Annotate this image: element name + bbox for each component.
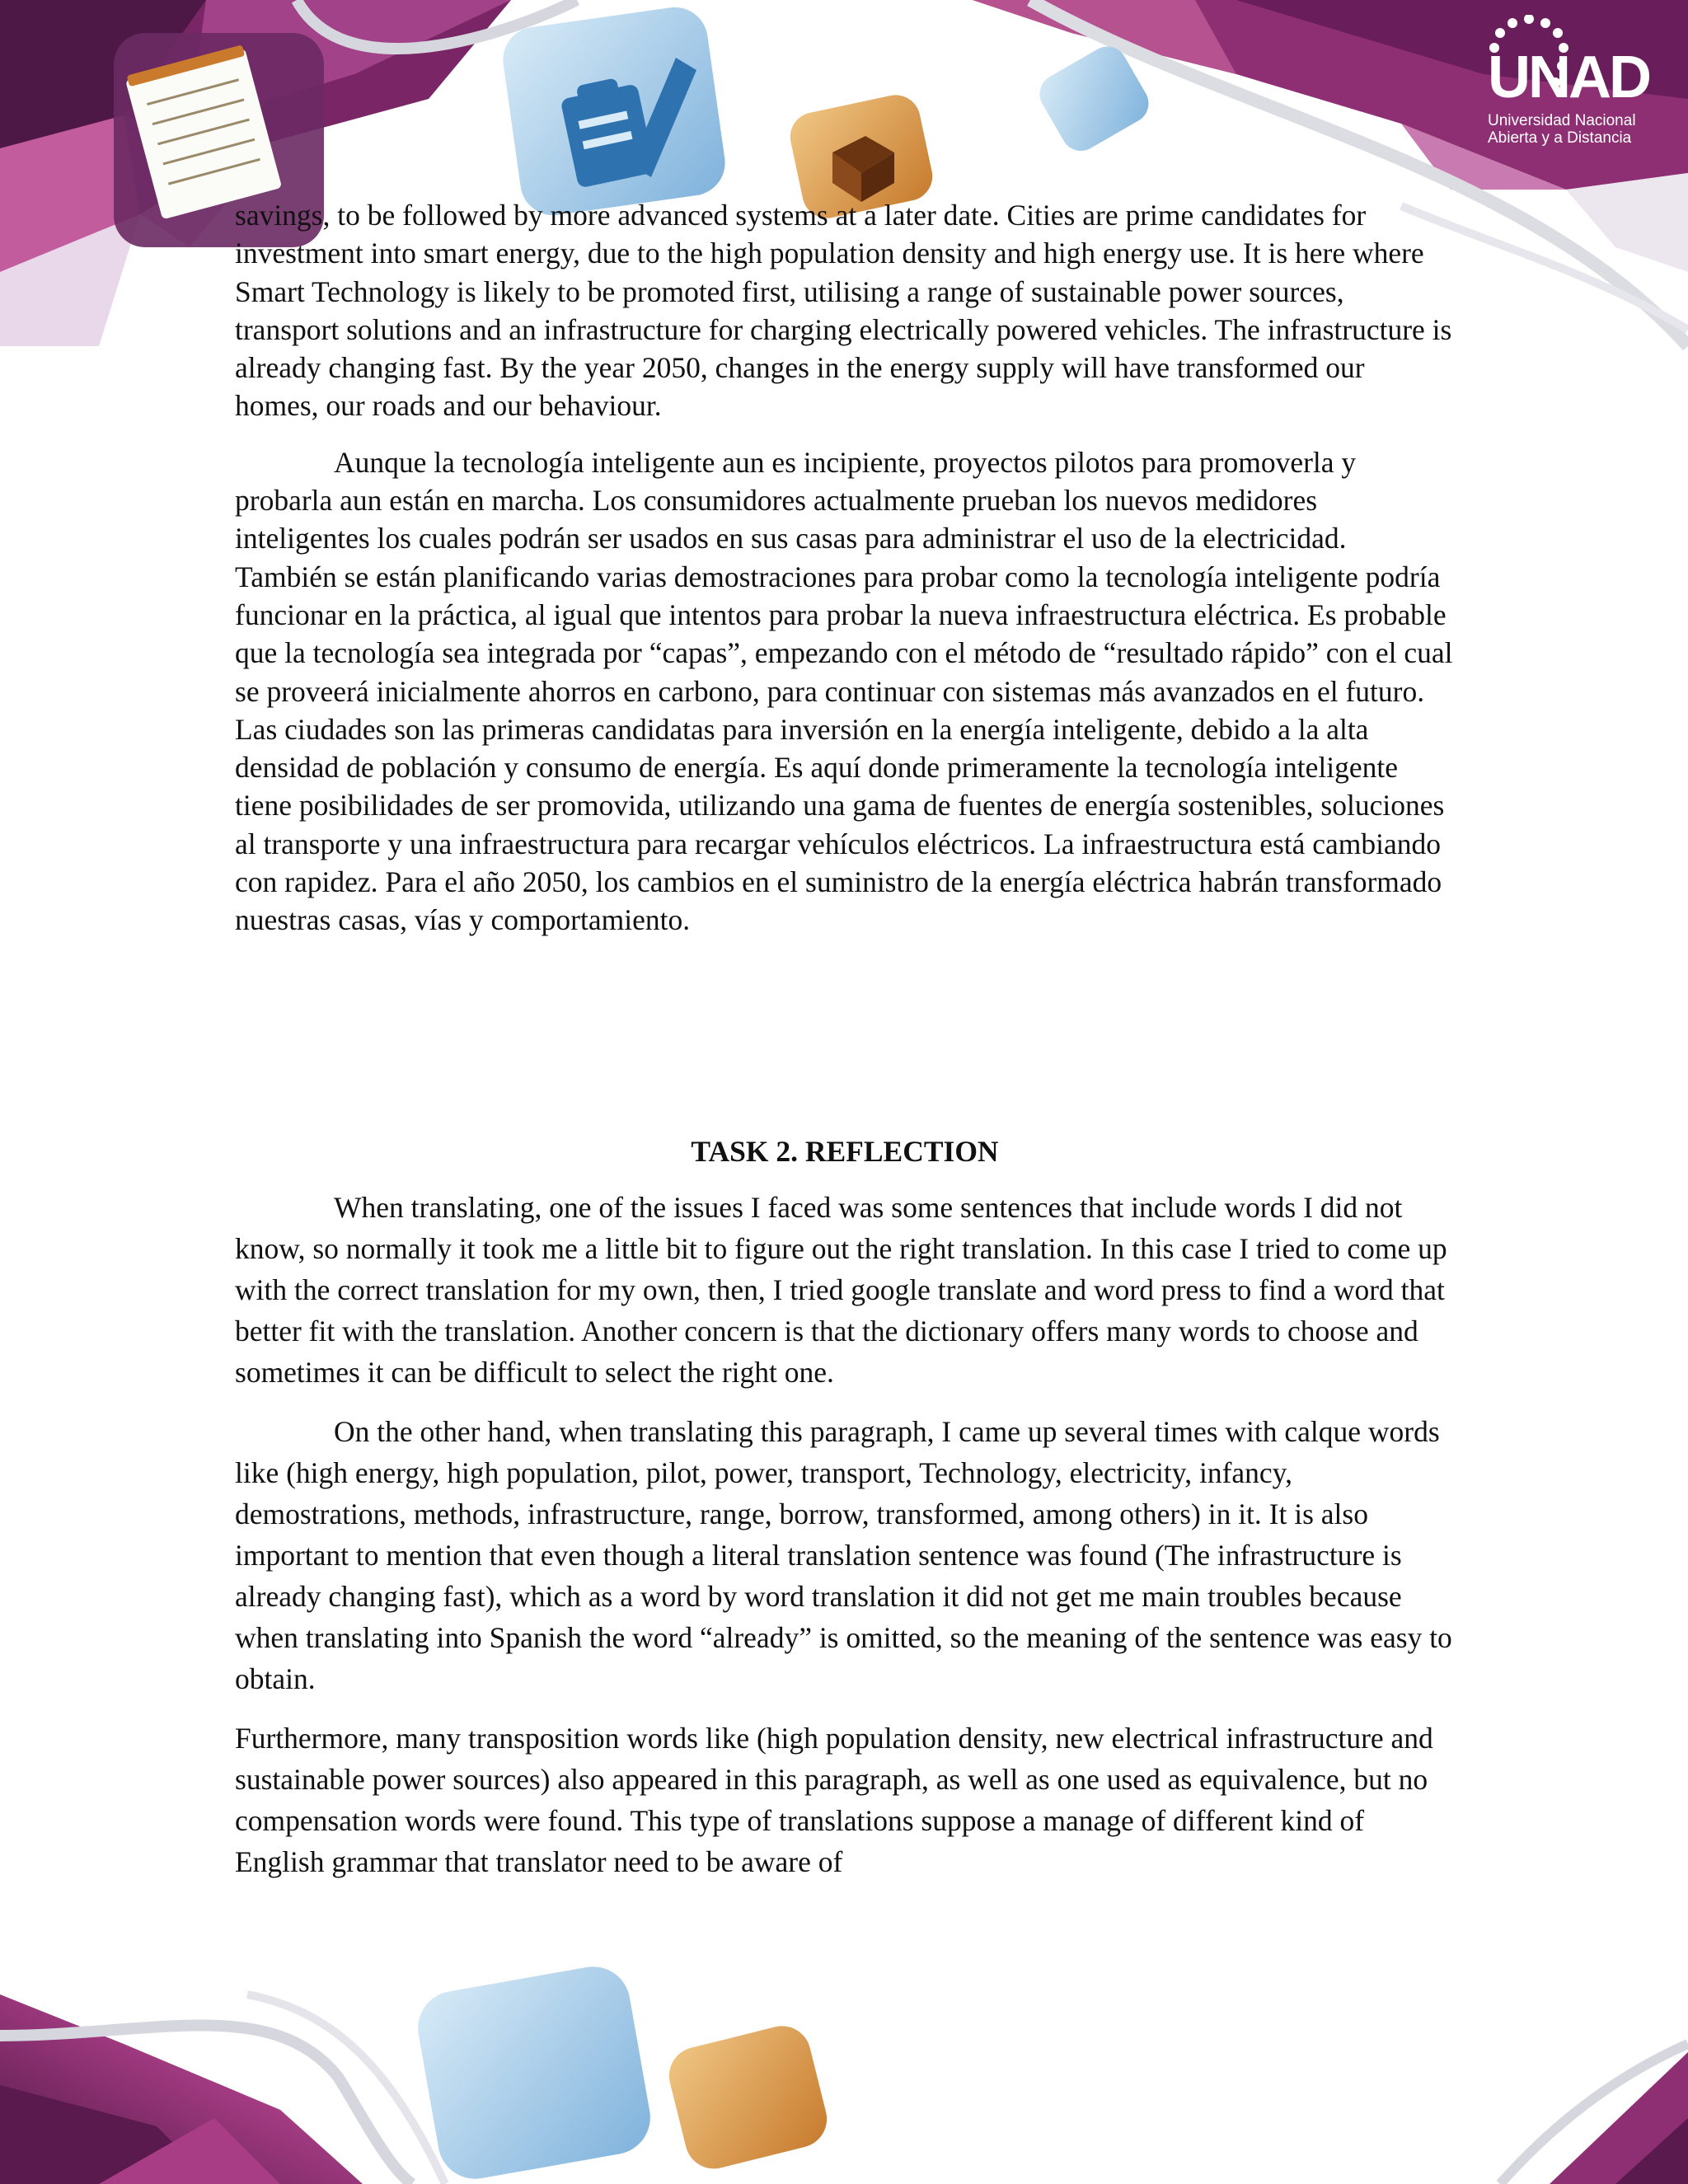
unad-logo-mark [1479, 15, 1665, 110]
clipboard-icon [499, 3, 729, 220]
paragraph-spanish-translation: Aunque la tecnología inteligente aun es incipiente, proyectos pilotos para promoverla y probarla aun están en marcha. Los consumidores actualmente prueban los nuevos medidores inteligentes los cuales podrán ser usados en sus casas para administrar el uso de la electricidad. También se están planificando varias demostraciones para probar como la tecnología inteligente podría funcionar en la práctica, al igual que intentos para probar la nueva infraestructura eléctrica. Es probable que la tecnología sea integrada por “capas”, empezando con el método de “resultado rápido” con el cual se proveerá inicialmente ahorros en carbono, para continuar con sistemas más avanzados en el futuro. Las ciudades son las primeras candidatas para inversión en la energía inteligente, debido a la alta densidad de población y consumo de energía. Es aquí donde primeramente la tecnología inteligente tiene posibilidades de ser promovida, utilizando una gama de fuentes de energía sostenibles, soluciones al transporte y una infraestructura para recargar vehículos eléctricos. La infraestructura está cambiando con rapidez. Para el año 2050, los cambios en el suministro de la energía eléctrica habrán transformado nuestras casas, vías y comportamiento. [235, 445, 1453, 937]
paragraph-reflection-2: On the other hand, when translating this paragraph, I came up several times with calque words like (high energy, high population, pilot, power, transport, Technology, electricity, infancy, demostrations, methods, infrastructure, range, borrow, transformed, among others) in it. It is also important to mention that even though a literal translation sentence was found (The infrastructure is already changing fast), which as a word by word translation it did not get me main troubles because when translating into Spanish the word “already” is omitted, so the meaning of the sentence was easy to obtain. [235, 1415, 1452, 1695]
document-body [235, 196, 1455, 940]
paragraph-reflection-3: Furthermore, many transposition words like (high population density, new electrical infrastructure and sustainable power sources) also appeared in this paragraph, as well as one used as equivalence, but no compensation words were found. This type of translations suppose a manage of different kind of English grammar that translator need to be aware of [235, 1722, 1433, 1878]
paragraph-english-source: savings, to be followed by more advanced systems at a later date. Cities are prime candidates for investment into smart energy, due to the high population density and high energy use. It is here where Smart Technology is likely to be promoted first, utilising a range of sustainable power sources, transport solutions and an infrastructure for charging electrically powered vehicles. The infrastructure is already changing fast. By the year 2050, changes in the energy supply will have transformed our homes, our roads and our behaviour. [235, 199, 1452, 423]
task2-section [235, 1131, 1455, 1882]
section-heading: TASK 2. REFLECTION [691, 1135, 999, 1168]
logo-subtitle-line1: Universidad Nacional [1488, 112, 1636, 129]
unad-logo [1479, 15, 1665, 155]
paragraph-reflection-1: When translating, one of the issues I faced was some sentences that include words I did not know, so normally it took me a little bit to figure out the right translation. In this case I tried to come up with the correct translation for my own, then, I tried google translate and word press to find a word that better fit with the translation. Another concern is that the dictionary offers many words to choose and sometimes it can be difficult to select the right one. [235, 1191, 1447, 1389]
svg-text:UNAD: UNAD [1488, 45, 1649, 110]
logo-subtitle-line2: Abierta y a Distancia [1488, 129, 1632, 147]
